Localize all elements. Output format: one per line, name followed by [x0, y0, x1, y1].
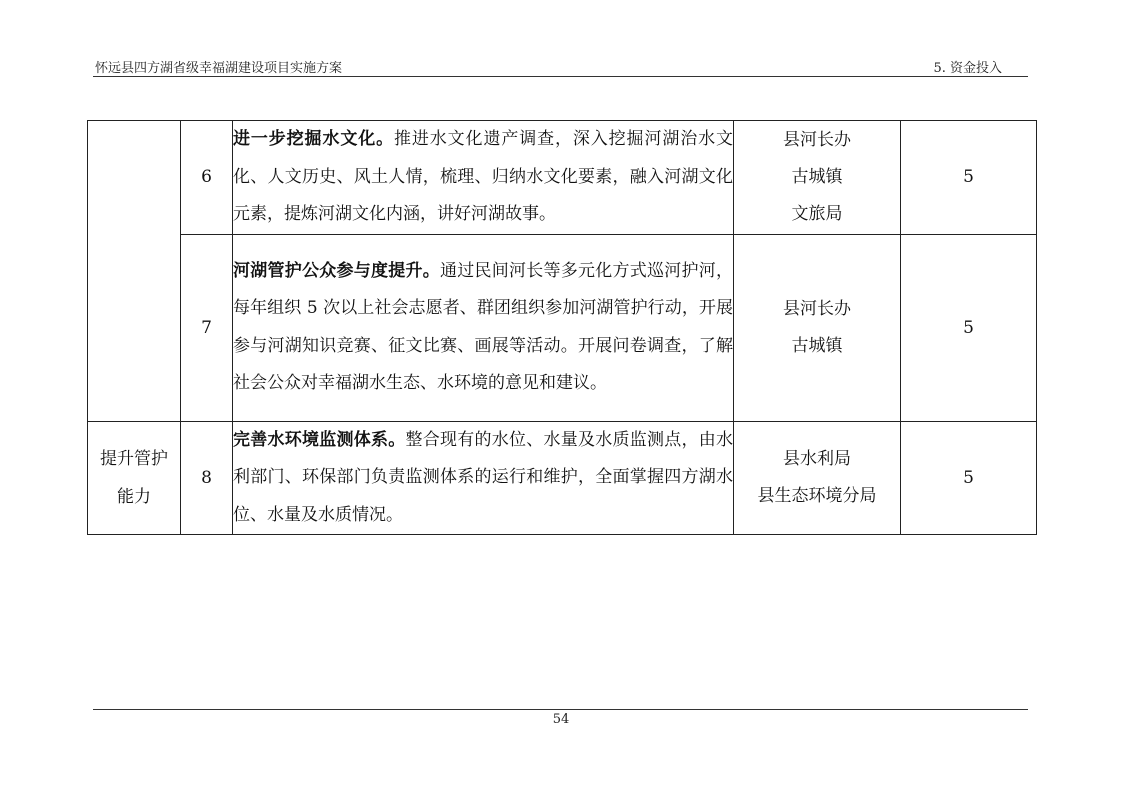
responsible-departments: [734, 234, 901, 421]
funding-amount: 5: [901, 421, 1037, 535]
department: 古城镇: [791, 166, 843, 187]
section-label: 5. 资金投入: [933, 61, 1002, 76]
item-heading: 河湖管护公众参与度提升。: [233, 260, 440, 281]
funding-table: [87, 120, 1037, 535]
item-body: 通过民间河长等多元化方式巡河护河，每年组织 5 次以上社会志愿者、群团组织参加河湖管护行动，开展参与河湖知识竞赛、征文比赛、画展等活动。开展问卷调查，了解社会公众对幸福湖水生态、水环境的意见和建议。: [233, 260, 733, 393]
item-description: [233, 234, 734, 421]
item-description: [233, 421, 734, 535]
item-description: [233, 121, 734, 235]
department: 县生态环境分局: [757, 485, 877, 506]
responsible-departments: [734, 121, 901, 235]
category-label: 能力: [117, 486, 151, 507]
item-heading: 完善水环境监测体系。: [233, 429, 406, 450]
responsible-departments: [734, 421, 901, 535]
category-cell: [88, 421, 181, 535]
item-body: 推进水文化遗产调查，深入挖掘河湖治水文化、人文历史、风土人情，梳理、归纳水文化要素，融入河湖文化元素，提炼河湖文化内涵，讲好河湖故事。: [233, 129, 733, 224]
document-title: 怀远县四方湖省级幸福湖建设项目实施方案: [95, 61, 343, 76]
department: 文旅局: [791, 203, 843, 224]
department: 县水利局: [783, 448, 851, 469]
page-number: 54: [552, 712, 570, 727]
item-number: 8: [181, 421, 233, 535]
item-body: 整合现有的水位、水量及水质监测点，由水利部门、环保部门负责监测体系的运行和维护，全面掌握四方湖水位、水量及水质情况。: [233, 429, 733, 525]
category-label: 提升管护: [100, 448, 168, 469]
table-row: [88, 234, 1037, 421]
department: 古城镇: [791, 335, 843, 356]
table-row: [88, 421, 1037, 535]
item-heading: 进一步挖掘水文化。: [233, 129, 394, 149]
department: 县河长办: [783, 129, 851, 150]
item-number: 7: [181, 234, 233, 421]
department: 县河长办: [783, 298, 851, 319]
funding-amount: 5: [901, 121, 1037, 235]
header-divider: [93, 76, 1028, 77]
category-cell-empty: [88, 121, 181, 422]
table-row: [88, 121, 1037, 235]
footer-divider: [93, 709, 1028, 710]
item-number: 6: [181, 121, 233, 235]
funding-amount: 5: [901, 234, 1037, 421]
